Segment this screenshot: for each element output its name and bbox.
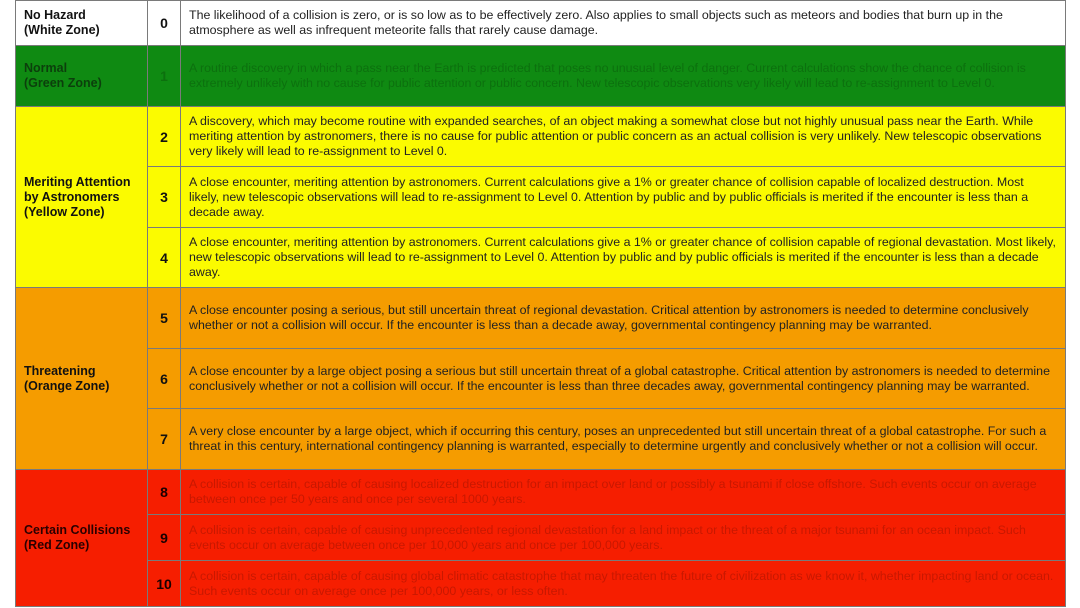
torino-scale-table-wrapper <box>15 0 1065 607</box>
level-number: 6 <box>148 349 181 409</box>
level-description: A close encounter, meriting attention by astronomers. Current calculations give a 1% or greater chance of collision capable of regional devastation. Most likely, new telescopic observations will lead to re-assignment to Level 0. Attention by public and by public officials is merited if the encounter is less than a decade away. <box>181 228 1066 288</box>
table-row <box>16 167 1066 228</box>
zone-label-green <box>16 46 148 107</box>
level-number: 0 <box>148 1 181 46</box>
level-number: 2 <box>148 107 181 167</box>
zone-label-yellow <box>16 107 148 288</box>
level-description: A discovery, which may become routine with expanded searches, of an object making a somewhat close but not highly unusual pass near the Earth. While meriting attention by astronomers, there is no cause for public attention or public concern as an actual collision is very unlikely. New telescopic observations very likely will lead to re-assignment to Level 0. <box>181 107 1066 167</box>
zone-name: Threatening (Orange Zone) <box>24 363 110 393</box>
table-row <box>16 561 1066 607</box>
table-row <box>16 1 1066 46</box>
level-number: 5 <box>148 288 181 349</box>
level-description: A collision is certain, capable of causing unprecedented regional devastation for a land impact or the threat of a major tsunami for an ocean impact. Such events occur on average between once per 10,000 years and once per 100,000 years. <box>181 515 1066 561</box>
level-description: A close encounter, meriting attention by astronomers. Current calculations give a 1% or greater chance of collision capable of localized destruction. Most likely, new telescopic observations will lead to re-assignment to Level 0. Attention by public and by public officials is merited if the encounter is less than a decade away. <box>181 167 1066 228</box>
level-description: A close encounter by a large object posing a serious but still uncertain threat of a global catastrophe. Critical attention by astronomers is needed to determine conclusively whether or not a collision will occur. If the encounter is less than three decades away, governmental contingency planning may be warranted. <box>181 349 1066 409</box>
level-description: A routine discovery in which a pass near the Earth is predicted that poses no unusual level of danger. Current calculations show the chance of collision is extremely unlikely with no cause for public attention or public concern. New telescopic observations very likely will lead to re-assignment to Level 0. <box>181 46 1066 107</box>
table-row <box>16 349 1066 409</box>
torino-scale-table <box>15 0 1066 607</box>
table-row <box>16 515 1066 561</box>
table-row <box>16 470 1066 515</box>
zone-label-red <box>16 470 148 607</box>
level-description: The likelihood of a collision is zero, or is so low as to be effectively zero. Also applies to small objects such as meteors and bodies that burn up in the atmosphere as well as infrequent meteorite falls that rarely cause damage. <box>181 1 1066 46</box>
zone-name: Certain Collisions (Red Zone) <box>24 523 131 552</box>
zone-name: No Hazard (White Zone) <box>24 8 100 37</box>
level-number: 8 <box>148 470 181 515</box>
table-row <box>16 46 1066 107</box>
level-description: A very close encounter by a large object, which if occurring this century, poses an unprecedented but still uncertain threat of a global catastrophe. For such a threat in this century, international contingency planning is warranted, especially to determine urgently and conclusively whether or not a collision will occur. <box>181 409 1066 470</box>
zone-name: Meriting Attention by Astronomers (Yellow Zone) <box>24 174 131 219</box>
level-number: 4 <box>148 228 181 288</box>
level-description: A collision is certain, capable of causing localized destruction for an impact over land or possibly a tsunami if close offshore. Such events occur on average between once per 50 years and once per several 1000 years. <box>181 470 1066 515</box>
level-description: A collision is certain, capable of causing global climatic catastrophe that may threaten the future of civilization as we know it, whether impacting land or ocean. Such events occur on average once per 100,000 years, or less often. <box>181 561 1066 607</box>
table-row <box>16 228 1066 288</box>
table-row <box>16 288 1066 349</box>
level-number: 3 <box>148 167 181 228</box>
zone-name: Normal (Green Zone) <box>24 61 102 90</box>
level-number: 7 <box>148 409 181 470</box>
zone-label-orange <box>16 288 148 470</box>
level-number: 10 <box>148 561 181 607</box>
table-row <box>16 409 1066 470</box>
zone-label-white <box>16 1 148 46</box>
level-description: A close encounter posing a serious, but still uncertain threat of regional devastation. Critical attention by astronomers is needed to determine conclusively whether or not a collision will occur. If the encounter is less than a decade away, governmental contingency planning may be warranted. <box>181 288 1066 349</box>
table-row <box>16 107 1066 167</box>
level-number: 9 <box>148 515 181 561</box>
level-number: 1 <box>148 46 181 107</box>
